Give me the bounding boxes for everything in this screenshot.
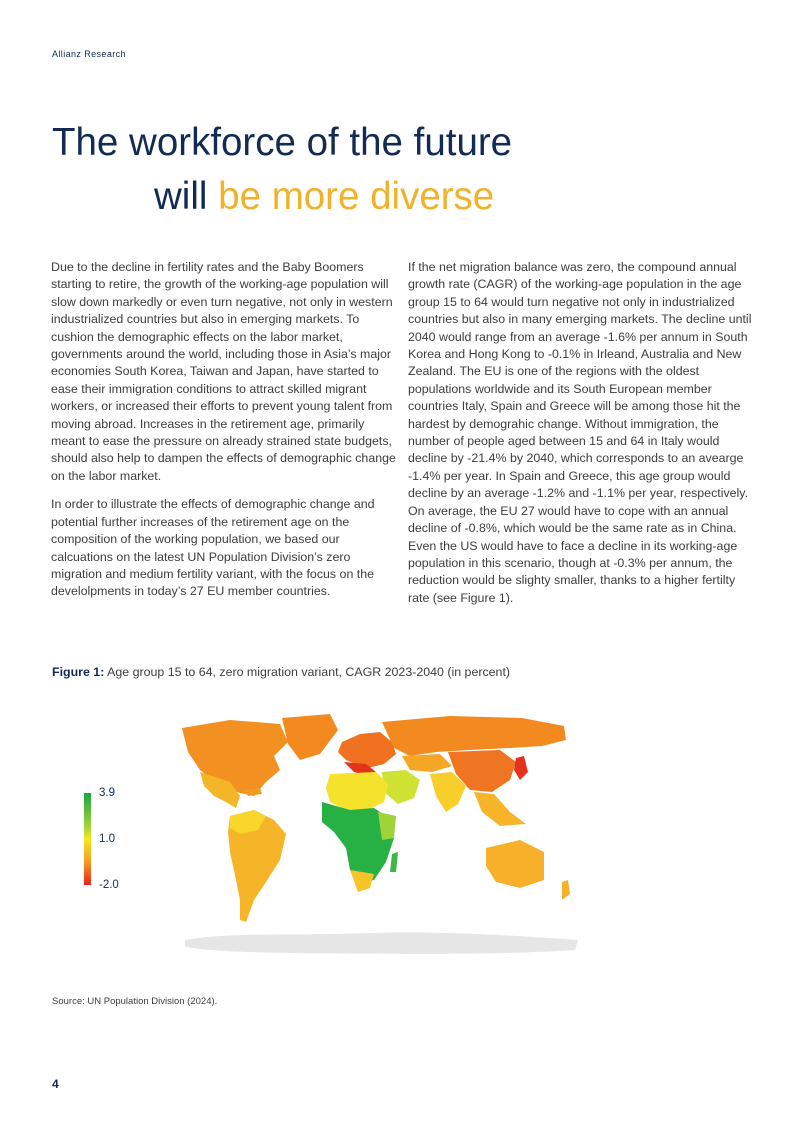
region-southeast-asia [474, 792, 526, 826]
body-paragraph: If the net migration balance was zero, the compound annual growth rate (CAGR) of the working-age population in the age group 15 to 64 would turn negative not only in industrialized countries but also in many emerging markets. The decline until 2040 would range from an average -1.6% per annum in South Korea and Hong Kong to -0.1% in Irleand, Australia and New Zealand. The EU is one of the regions with the oldest populations worldwide and its South European member countries Italy, Spain and Greece will be among those hit the hardest by demograhic change. Without immigration, the number of people aged between 15 and 64 in Italy would decline by -21.4% by 2040, which corresponds to an avearge -1.4% per year. In Spain and Greece, this age group would decline by an average -1.2% and -1.1% per year, respectively. On average, the EU 27 would have to cope with an annual decline of -0.8%, which would be the same rate as in China. Even the US would have to face a decline in its working-age population in this scenario, though at -0.3% per annum, the reduction would be slighty smaller, thanks to a higher fertilty rate (see Figure 1). [408, 260, 752, 605]
legend-mid-label: 1.0 [99, 833, 115, 845]
region-middle-east [382, 770, 420, 804]
figure-label: Figure 1: [52, 665, 105, 679]
figure-source: Source: UN Population Division (2024). [52, 996, 218, 1007]
header-brand: Allianz Research [52, 49, 126, 59]
region-greenland [282, 714, 338, 760]
body-column-left [51, 259, 401, 612]
region-north-africa [326, 772, 388, 810]
legend-min-label: -2.0 [99, 879, 119, 891]
legend-color-scale [84, 793, 91, 885]
page-title [52, 116, 512, 224]
body-paragraph: Due to the decline in fertility rates and the Baby Boomers starting to retire, the growth of the working-age population will slow down markedly or even turn negative, not only in western industrialized countries but also in emerging markets. To cushion the demographic effects on the labor market, governments around the world, including those in Asia’s major economies South Korea, Taiwan and Japan, have started to ease their immigration conditions to attract skilled migrant workers, or increased their efforts to prevent young talent from moving abroad. Increases in the retirement age, primarily meant to ease the pressure on already strained state budgets, should also help to dampen the effects of demographic change on the labor market. [51, 260, 396, 483]
legend-max-label: 3.9 [99, 787, 115, 799]
title-line-2 [52, 170, 512, 224]
region-australia [486, 840, 544, 888]
title-line-2-plain: will [154, 174, 208, 218]
region-north-america [182, 720, 288, 796]
title-line-1: The workforce of the future [52, 121, 513, 164]
body-column-right [408, 259, 754, 618]
region-russia [382, 716, 566, 756]
region-central-asia [402, 754, 452, 772]
region-new-zealand [562, 880, 570, 900]
region-antarctica [185, 933, 578, 954]
page-number: 4 [52, 1077, 59, 1091]
title-line-2-accent: be more diverse [218, 174, 495, 218]
figure-caption [52, 665, 510, 679]
figure-caption-text: Age group 15 to 64, zero migration variant, CAGR 2023-2040 (in percent) [107, 665, 511, 679]
region-madagascar [390, 852, 398, 872]
region-korea-japan [514, 756, 528, 780]
world-map-choropleth [170, 712, 590, 962]
body-paragraph: In order to illustrate the effects of demographic change and potential further increases of the retirement age on the composition of the working population, we based our calcuations on the latest UN Population Division’s zero migration and medium fertility variant, with the focus on the develolpments in today’s 27 EU member countries. [51, 497, 375, 599]
